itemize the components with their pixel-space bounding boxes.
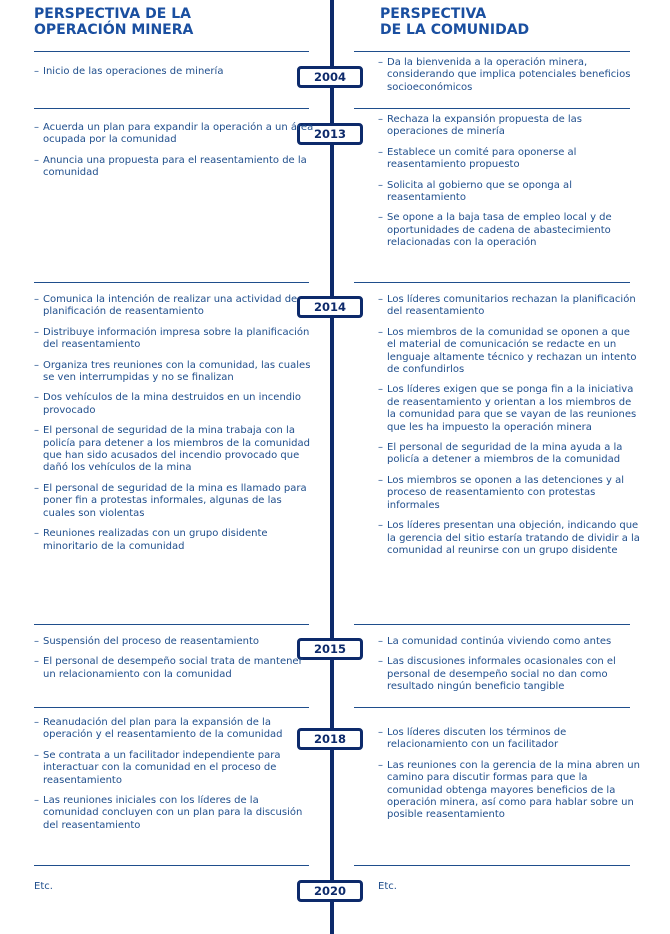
list-item: – Los líderes discuten los términos de relacionamiento con un facilitador bbox=[378, 727, 640, 752]
year-badge-2004: 2004 bbox=[297, 66, 363, 88]
list-item: – Inicio de las operaciones de minería bbox=[34, 66, 314, 78]
list-item: – Solicita al gobierno que se oponga al reasentamiento bbox=[378, 180, 640, 205]
list-item: – Las discusiones informales ocasionales con el personal de desempeño social no dan como resultado ningún beneficio tangible bbox=[378, 656, 640, 693]
list-item: – Anuncia una propuesta para el reasentamiento de la comunidad bbox=[34, 155, 314, 180]
list-item: – Distribuye información impresa sobre la planificación del reasentamiento bbox=[34, 327, 314, 352]
list-item: – La comunidad continúa viviendo como antes bbox=[378, 636, 640, 648]
year-badge-2014: 2014 bbox=[297, 296, 363, 318]
year-badge-2018: 2018 bbox=[297, 728, 363, 750]
list-item: – Dos vehículos de la mina destruidos en un incendio provocado bbox=[34, 392, 314, 417]
year-badge-2020: 2020 bbox=[297, 880, 363, 902]
list-item: – Los líderes presentan una objeción, indicando que la gerencia del sitio estaría tratando de dividir a la comunidad al reunirse con un grupo disidente bbox=[378, 520, 640, 557]
period-2015-mining-list bbox=[34, 636, 314, 689]
list-item: – Reuniones realizadas con un grupo disidente minoritario de la comunidad bbox=[34, 528, 314, 553]
section-divider-left bbox=[34, 624, 309, 625]
section-divider-right bbox=[354, 108, 630, 109]
etc-right: Etc. bbox=[378, 881, 397, 892]
section-divider-right bbox=[354, 707, 630, 708]
section-divider-right bbox=[354, 282, 630, 283]
mining-perspective-heading bbox=[34, 6, 284, 38]
list-item: – Los líderes comunitarios rechazan la planificación del reasentamiento bbox=[378, 294, 640, 319]
section-divider-right bbox=[354, 624, 630, 625]
list-item: – Los miembros se oponen a las detenciones y al proceso de reasentamiento con protestas informales bbox=[378, 475, 640, 512]
period-2004-mining-list bbox=[34, 66, 314, 86]
period-2018-community-list bbox=[378, 727, 640, 830]
section-divider-left bbox=[34, 707, 309, 708]
heading-line: OPERACIÓN MINERA bbox=[34, 22, 194, 38]
period-2014-community-list bbox=[378, 294, 640, 565]
list-item: – Se opone a la baja tasa de empleo local y de oportunidades de cadena de abastecimiento relacionadas con la operación bbox=[378, 212, 640, 249]
section-divider-right bbox=[354, 51, 630, 52]
list-item: – Los miembros de la comunidad se oponen a que el material de comunicación se redacte en un lenguaje altamente técnico y rechazan un intento de confundirlos bbox=[378, 327, 640, 377]
list-item: – Suspensión del proceso de reasentamiento bbox=[34, 636, 314, 648]
list-item: – Los líderes exigen que se ponga fin a la iniciativa de reasentamiento y orientan a los miembros de la comunidad para que se vayan de las reuniones que les ha impuesto la operación minera bbox=[378, 384, 640, 434]
list-item: – El personal de desempeño social trata de mantener un relacionamiento con la comunidad bbox=[34, 656, 314, 681]
period-2013-community-list bbox=[378, 114, 640, 258]
community-perspective-heading bbox=[380, 6, 630, 38]
list-item: – Organiza tres reuniones con la comunidad, las cuales se ven interrumpidas y no se finalizan bbox=[34, 360, 314, 385]
heading-line: PERSPECTIVA DE LA bbox=[34, 6, 191, 22]
section-divider-right bbox=[354, 865, 630, 866]
list-item: – Establece un comité para oponerse al reasentamiento propuesto bbox=[378, 147, 640, 172]
heading-line: DE LA COMUNIDAD bbox=[380, 22, 530, 38]
list-item: – Comunica la intención de realizar una actividad de planificación de reasentamiento bbox=[34, 294, 314, 319]
etc-left: Etc. bbox=[34, 881, 53, 892]
period-2004-community-list bbox=[378, 57, 640, 102]
section-divider-left bbox=[34, 865, 309, 866]
year-badge-2015: 2015 bbox=[297, 638, 363, 660]
list-item: – Las reuniones iniciales con los líderes de la comunidad concluyen con un plan para la discusión del reasentamiento bbox=[34, 795, 314, 832]
section-divider-left bbox=[34, 51, 309, 52]
year-badge-2013: 2013 bbox=[297, 123, 363, 145]
section-divider-left bbox=[34, 108, 309, 109]
list-item: – El personal de seguridad de la mina es llamado para poner fin a protestas informales, algunas de las cuales son violentas bbox=[34, 483, 314, 520]
list-item: – Se contrata a un facilitador independiente para interactuar con la comunidad en el proceso de reasentamiento bbox=[34, 750, 314, 787]
period-2013-mining-list bbox=[34, 122, 314, 188]
list-item: – El personal de seguridad de la mina ayuda a la policía a detener a miembros de la comunidad bbox=[378, 442, 640, 467]
heading-line: PERSPECTIVA bbox=[380, 6, 487, 22]
period-2018-mining-list bbox=[34, 717, 314, 840]
period-2015-community-list bbox=[378, 636, 640, 702]
period-2014-mining-list bbox=[34, 294, 314, 561]
list-item: – Rechaza la expansión propuesta de las operaciones de minería bbox=[378, 114, 640, 139]
list-item: – Acuerda un plan para expandir la operación a un área ocupada por la comunidad bbox=[34, 122, 314, 147]
section-divider-left bbox=[34, 282, 309, 283]
list-item: – Las reuniones con la gerencia de la mina abren un camino para discutir formas para que la comunidad obtenga mayores beneficios de la operación minera, así como para hablar sobre un posible reasentamiento bbox=[378, 760, 640, 822]
list-item: – Da la bienvenida a la operación minera, considerando que implica potenciales beneficios socioeconómicos bbox=[378, 57, 640, 94]
list-item: – El personal de seguridad de la mina trabaja con la policía para detener a los miembros de la comunidad que han sido acusados del incendio provocado que dañó los vehículos de la mina bbox=[34, 425, 314, 475]
list-item: – Reanudación del plan para la expansión de la operación y el reasentamiento de la comunidad bbox=[34, 717, 314, 742]
